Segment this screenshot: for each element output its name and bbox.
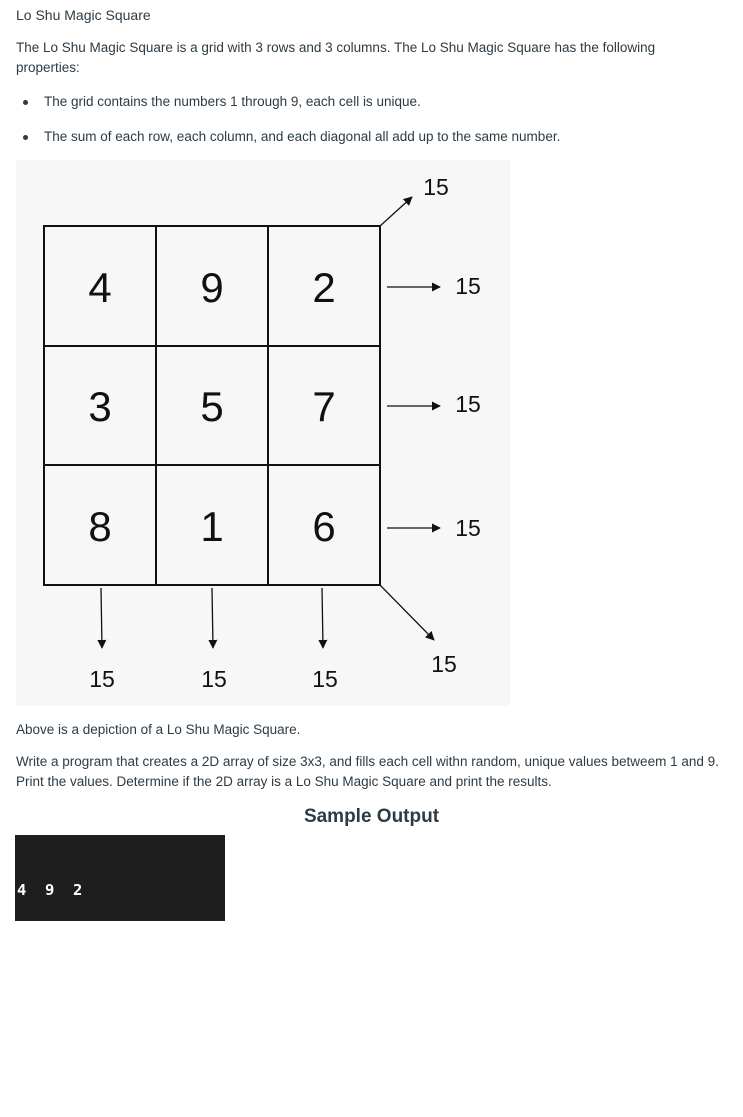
console-line: 3 5 7	[17, 945, 83, 964]
grid-cell: 3	[88, 383, 112, 430]
diagonal-arrow-bottom	[380, 585, 434, 640]
col-arrow	[101, 588, 102, 648]
grid-cell: 1	[200, 503, 224, 550]
console-line: 4 9 2	[17, 881, 83, 899]
grid-cell: 6	[312, 503, 336, 550]
grid-cell: 4	[88, 264, 112, 311]
properties-list	[20, 92, 560, 162]
diagonal-sum-bottom: 15	[431, 651, 457, 677]
row-sum: 15	[455, 273, 481, 299]
intro-paragraph: The Lo Shu Magic Square is a grid with 3 rows and 3 columns. The Lo Shu Magic Square has the following properties:	[16, 40, 656, 75]
diagonal-arrow-top	[380, 197, 412, 226]
console-line: Is a Lo Shu Square!	[17, 1074, 195, 1093]
grid-cell: 5	[200, 383, 224, 430]
console-line: 8 1 6	[17, 1010, 83, 1028]
row-sum: 15	[455, 515, 481, 541]
grid-cell: 2	[312, 264, 336, 311]
col-sum: 15	[201, 666, 227, 692]
col-arrow	[212, 588, 213, 648]
grid-cell: 7	[312, 383, 336, 430]
col-sum: 15	[89, 666, 115, 692]
figure-caption: Above is a depiction of a Lo Shu Magic Square.	[16, 722, 301, 737]
grid-cell: 8	[88, 503, 112, 550]
page-title: Lo Shu Magic Square	[16, 7, 151, 23]
diagonal-sum-top: 15	[423, 174, 449, 200]
grid-cell: 9	[200, 264, 224, 311]
sample-output-heading: Sample Output	[303, 806, 440, 827]
console-output	[15, 835, 225, 1093]
list-item: The grid contains the numbers 1 through 9, each cell is unique.	[20, 92, 560, 127]
task-paragraph: Write a program that creates a 2D array of size 3x3, and fills each cell withn random, unique values betweem 1 and 9. Print the values. Determine if the 2D array is a Lo Shu Magic Square and print the results.	[16, 754, 719, 789]
col-sum: 15	[312, 666, 338, 692]
magic-square-figure	[16, 160, 510, 706]
list-item: The sum of each row, each column, and each diagonal all add up to the same number.	[20, 127, 560, 162]
row-sum: 15	[455, 391, 481, 417]
col-arrow	[322, 588, 323, 648]
